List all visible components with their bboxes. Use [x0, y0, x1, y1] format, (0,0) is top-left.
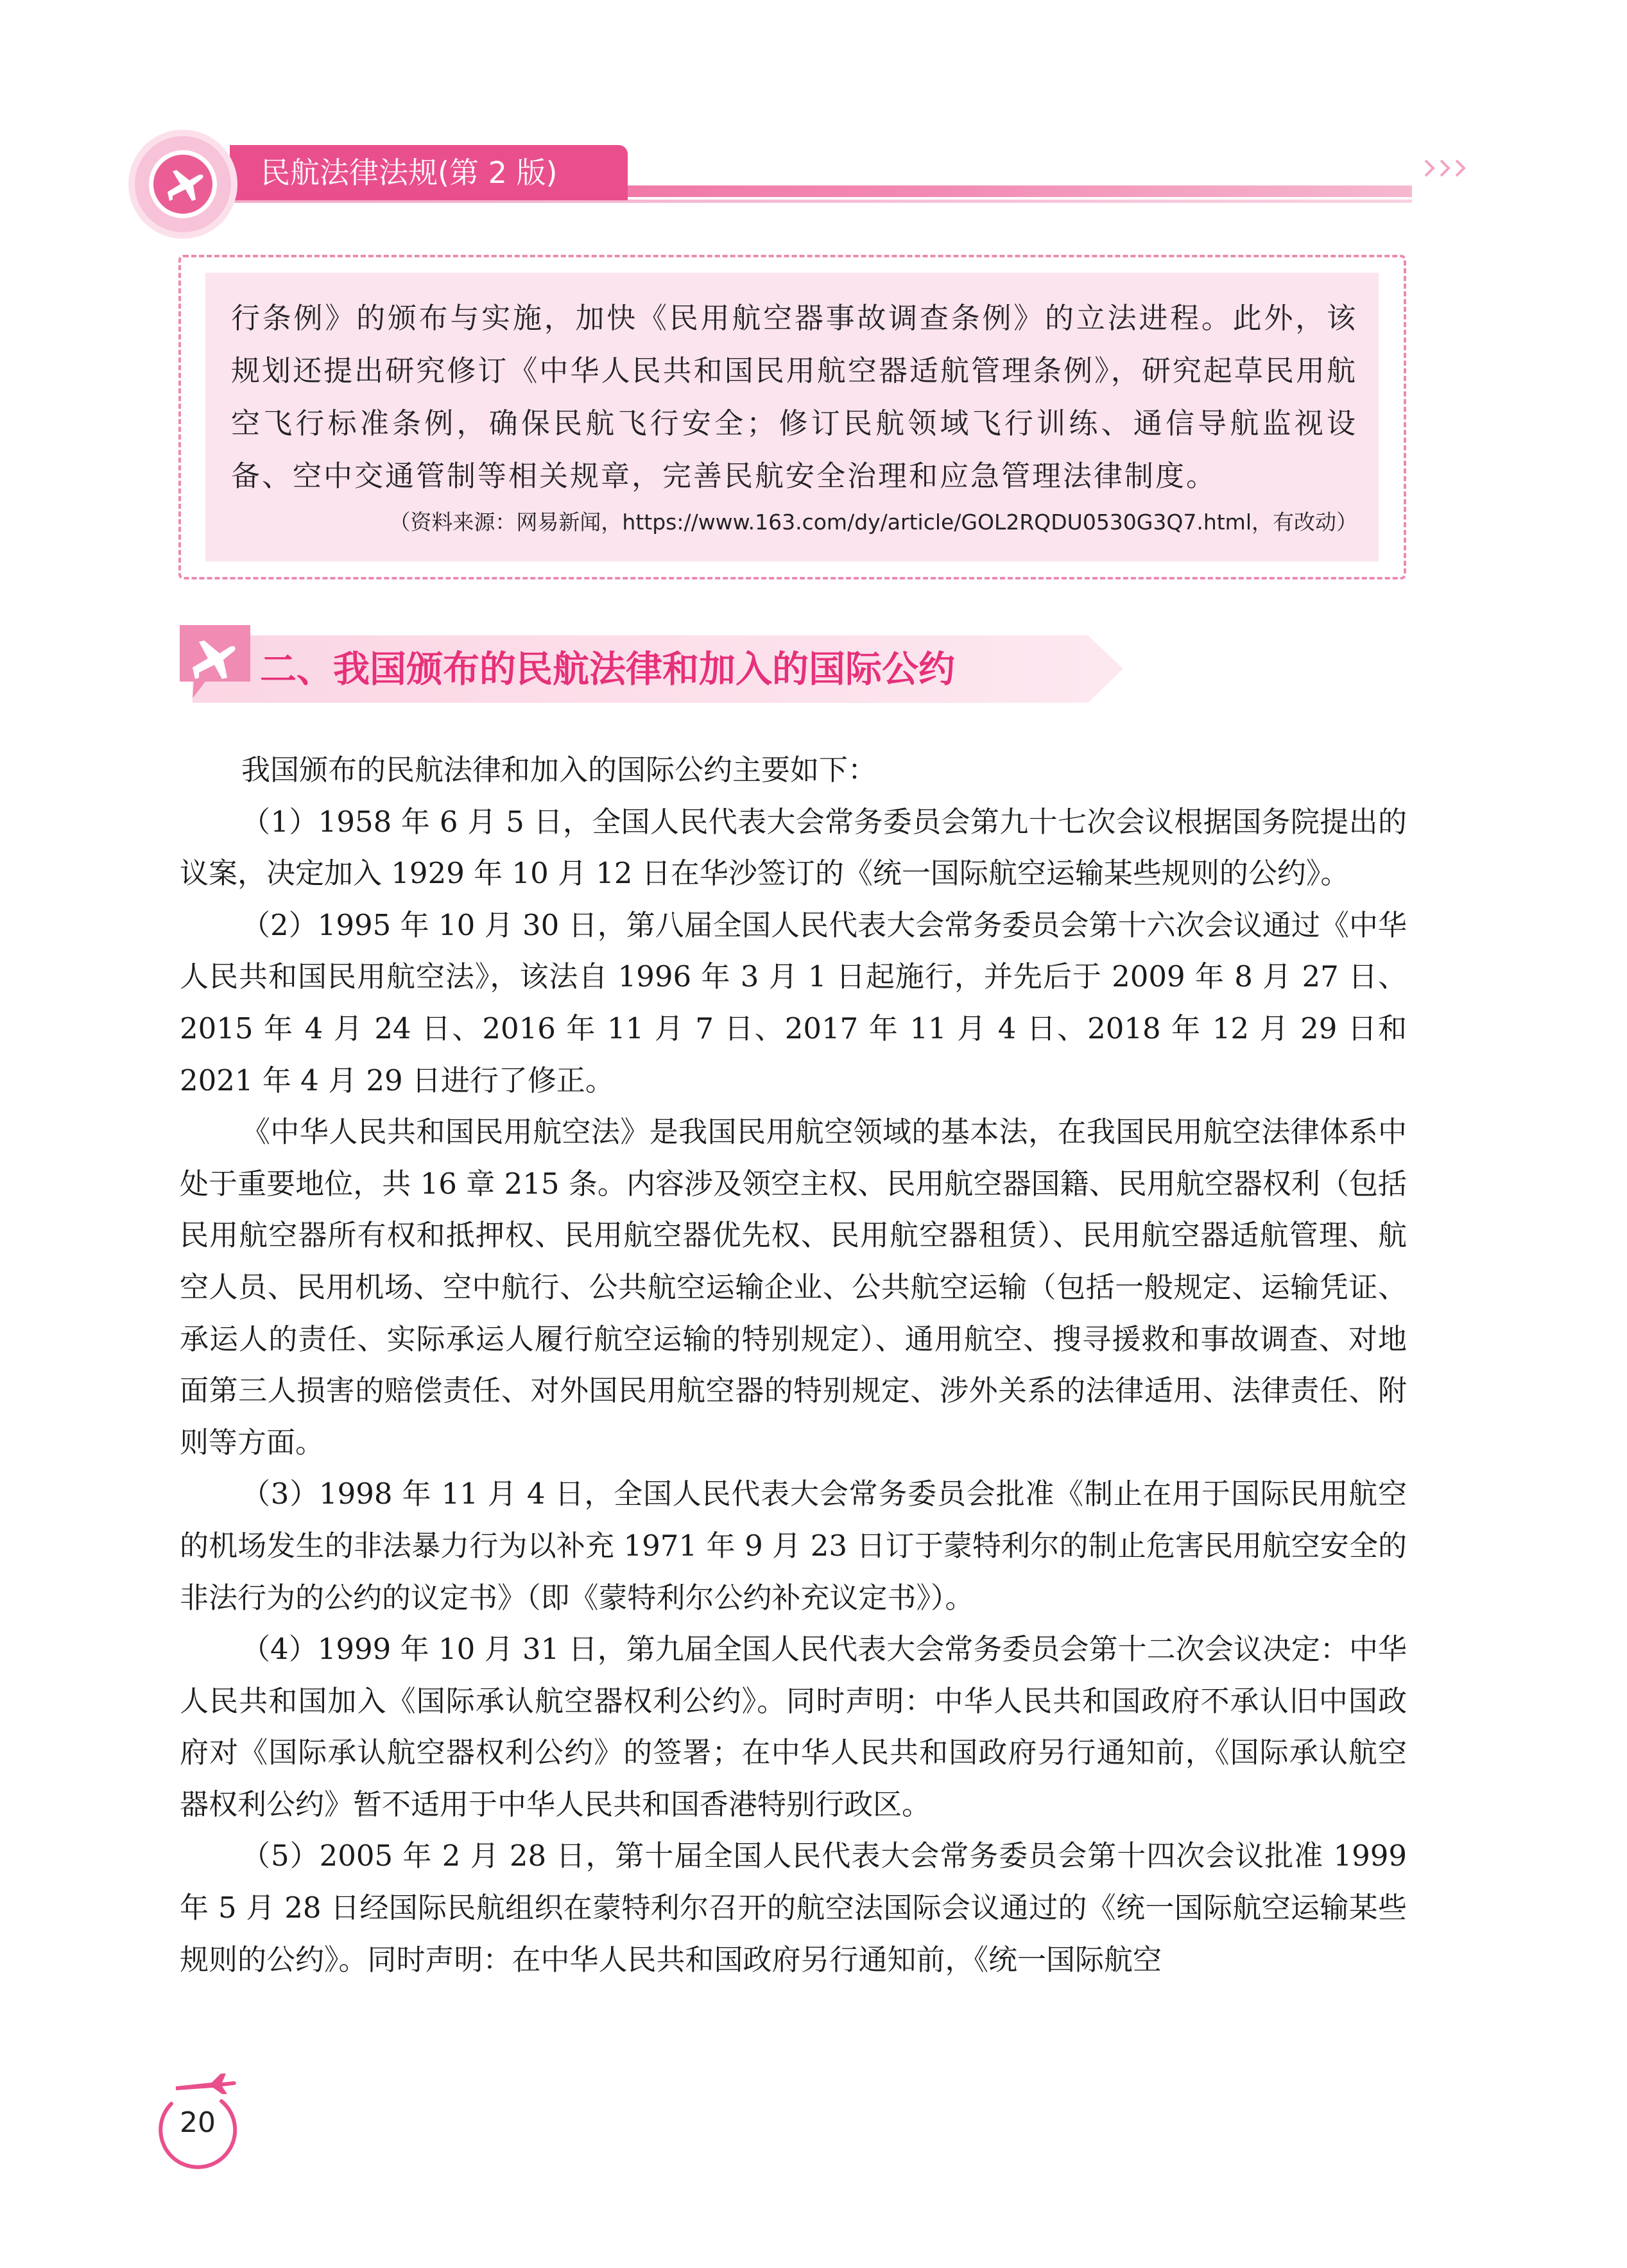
- airplane-icon: [173, 620, 257, 703]
- body-text: [180, 744, 1407, 1986]
- paragraph: （2）1995 年 10 月 30 日，第八届全国人民代表大会常务委员会第十六次会议通过《中华人民共和国民用航空法》，该法自 1996 年 3 月 1 日起施行，并先后于 2009 年 8 月 27 日、2015 年 4 月 24 日、2016 年 11 月 7 日、2017 年 11 月 4 日、2018 年 12 月 29 日和 2021 年 4 月 29 日进行了修正。: [180, 907, 1407, 1097]
- paragraph: （3）1998 年 11 月 4 日，全国人民代表大会常务委员会批准《制止在用于国际民用航空的机场发生的非法暴力行为以补充 1971 年 9 月 23 日订于蒙特利尔的制止危害民用航空安全的非法行为的公约的议定书》（即《蒙特利尔公约补充议定书》）。: [180, 1477, 1407, 1615]
- excerpt-text: 行条例》的颁布与实施，加快《民用航空器事故调查条例》的立法进程。此外，该规划还提出研究修订《中华人民共和国民用航空器适航管理条例》，研究起草民用航空飞行标准条例，确保民航飞行安全；修订民航领域飞行训练、通信导航监视设备、空中交通管制等相关规章，完善民航安全治理和应急管理法律制度。: [231, 301, 1357, 493]
- header-logo: [135, 136, 231, 232]
- page-number: 20: [180, 2106, 216, 2139]
- paragraph: 我国颁布的民航法律和加入的国际公约主要如下：: [241, 753, 877, 787]
- paragraph: （4）1999 年 10 月 31 日，第九届全国人民代表大会常务委员会第十二次会议决定：中华人民共和国加入《国际承认航空器权利公约》。同时声明：中华人民共和国政府不承认旧中国政府对《国际承认航空器权利公约》的签署；在中华人民共和国政府另行通知前，《国际承认航空器权利公约》暂不适用于中华人民共和国香港特别行政区。: [180, 1632, 1407, 1821]
- paragraph: （5）2005 年 2 月 28 日，第十届全国人民代表大会常务委员会第十四次会议批准 1999 年 5 月 28 日经国际民航组织在蒙特利尔召开的航空法国际会议通过的《统一国际航空运输某些规则的公约》。同时声明：在中华人民共和国政府另行通知前，《统一国际航空: [180, 1839, 1407, 1977]
- paragraph: 《中华人民共和国民用航空法》是我国民用航空领域的基本法，在我国民用航空法律体系中处于重要地位，共 16 章 215 条。内容涉及领空主权、民用航空器国籍、民用航空器权利（包括民用航空器所有权和抵押权、民用航空器优先权、民用航空器租赁）、民用航空器适航管理、航空人员、民用机场、空中航行、公共航空运输企业、公共航空运输（包括一般规定、运输凭证、承运人的责任、实际承运人履行航空运输的特别规定）、通用航空、搜寻援救和事故调查、对地面第三人损害的赔偿责任、对外国民用航空器的特别规定、涉外关系的法律适用、法律责任、附则等方面。: [180, 1115, 1407, 1459]
- paragraph: （1）1958 年 6 月 5 日，全国人民代表大会常务委员会第九十七次会议根据国务院提出的议案，决定加入 1929 年 10 月 12 日在华沙签订的《统一国际航空运输某些规则的公约》。: [180, 804, 1407, 891]
- section-title: 二、我国颁布的民航法律和加入的国际公约: [260, 648, 955, 691]
- excerpt-source: （资料来源：网易新闻，https://www.163.com/dy/article/GOL2RQDU0530G3Q7.html，有改动）: [389, 510, 1357, 535]
- triple-chevron-icon: [1422, 148, 1479, 193]
- book-title: 民航法律法规(第 2 版): [230, 145, 628, 200]
- airplane-icon: [149, 150, 217, 218]
